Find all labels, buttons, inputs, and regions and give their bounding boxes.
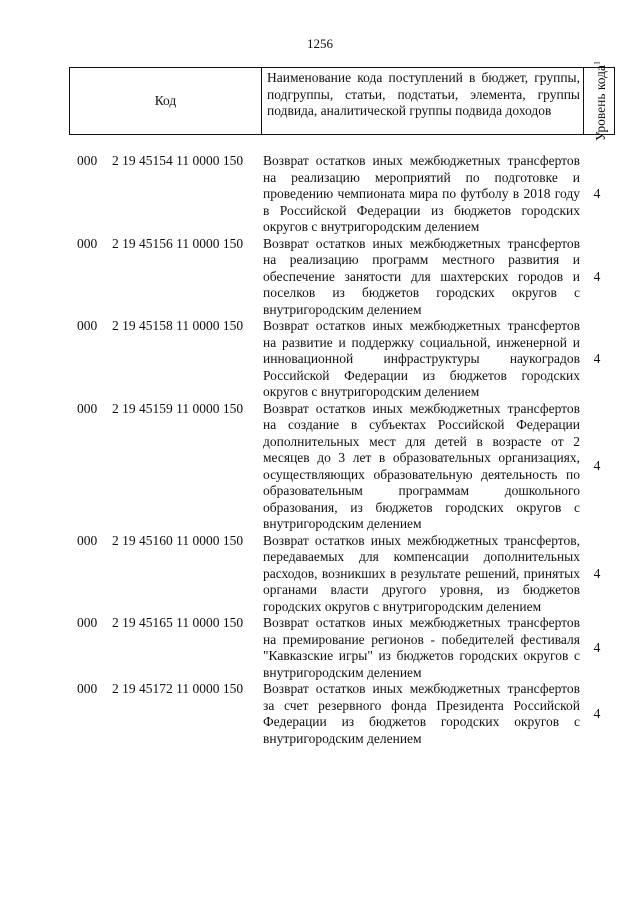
header-level-footnote: 1 (592, 60, 602, 65)
code-level: 4 (593, 705, 601, 721)
header-name-cell: Наименование кода поступлений в бюджет, группы, подгруппы, статьи, подстатьи, элемента, группы подвида, аналитической группы подвида доходов (262, 68, 584, 135)
admin-code: 000 (77, 153, 98, 168)
table-header (69, 60, 615, 142)
table-row (69, 153, 614, 236)
code-level: 4 (593, 458, 601, 474)
table-row (69, 236, 614, 319)
page-number: 1256 (307, 36, 333, 51)
revenue-name: Возврат остатков иных межбюджетных трансфертов на реализацию мероприятий по подготовке и проведению чемпионата мира по футболу в 2018 году в Российской Федерации из бюджетов городских округов с внутригородским делением (263, 153, 580, 234)
revenue-code: 2 19 45159 11 0000 150 (112, 400, 244, 416)
header-level-cell (584, 60, 615, 142)
revenue-name: Возврат остатков иных межбюджетных трансфертов, передаваемых для компенсации дополнительных расходов, возникших в результате решений, принятых органами власти другого уровня, из бюджетов городских округов с внутригородским делением (263, 532, 580, 614)
revenue-name: Возврат остатков иных межбюджетных трансфертов на премирование регионов - победителей фестиваля "Кавказские игры" из бюджетов городских округов с внутригородским делением (263, 615, 580, 680)
admin-code: 000 (77, 532, 98, 548)
header-level-text: Уровень кода (592, 64, 608, 142)
code-level: 4 (593, 565, 601, 581)
admin-code: 000 (77, 400, 98, 416)
revenue-name: Возврат остатков иных межбюджетных трансфертов за счет резервного фонда Президента Российской Федерации из бюджетов городских округов с внутригородским делением (263, 681, 580, 746)
admin-code: 000 (77, 318, 98, 333)
admin-code: 000 (77, 681, 98, 696)
revenue-code: 2 19 45154 11 0000 150 (112, 153, 244, 168)
revenue-name: Возврат остатков иных межбюджетных трансфертов на создание в субъектах Российской Федерации дополнительных мест для детей в возрасте от 2 месяцев до 3 лет в образовательных организациях, осуществляющих образовательную деятельность по образовательным программам дошкольного образования, из бюджетов городских округов с внутригородским делением (263, 400, 580, 531)
table-row (69, 533, 614, 616)
table-row (69, 401, 614, 533)
revenue-name: Возврат остатков иных межбюджетных трансфертов на развитие и поддержку социальной, инженерной и инновационной инфраструктуры наукоградов Российской Федерации из бюджетов городских округов с внутригородским делением (263, 318, 580, 399)
revenue-name: Возврат остатков иных межбюджетных трансфертов на реализацию программ местного развития и обеспечение занятости для шахтерских городов и поселков из бюджетов городских округов с внутригородским делением (263, 235, 580, 317)
code-level: 4 (593, 268, 601, 284)
revenue-code: 2 19 45172 11 0000 150 (112, 681, 244, 696)
header-level-label (590, 61, 608, 141)
admin-code: 000 (77, 235, 98, 251)
table-body (69, 153, 614, 747)
revenue-code: 2 19 45160 11 0000 150 (112, 532, 244, 548)
table-row (69, 615, 614, 681)
table-row (69, 681, 614, 747)
revenue-code: 2 19 45158 11 0000 150 (112, 318, 244, 333)
table-row (69, 318, 614, 401)
code-level: 4 (593, 186, 601, 201)
code-level: 4 (593, 639, 601, 655)
code-level: 4 (593, 351, 601, 366)
revenue-code: 2 19 45156 11 0000 150 (112, 235, 244, 251)
admin-code: 000 (77, 615, 98, 630)
revenue-code: 2 19 45165 11 0000 150 (112, 615, 244, 630)
header-code-cell: Код (70, 68, 262, 135)
